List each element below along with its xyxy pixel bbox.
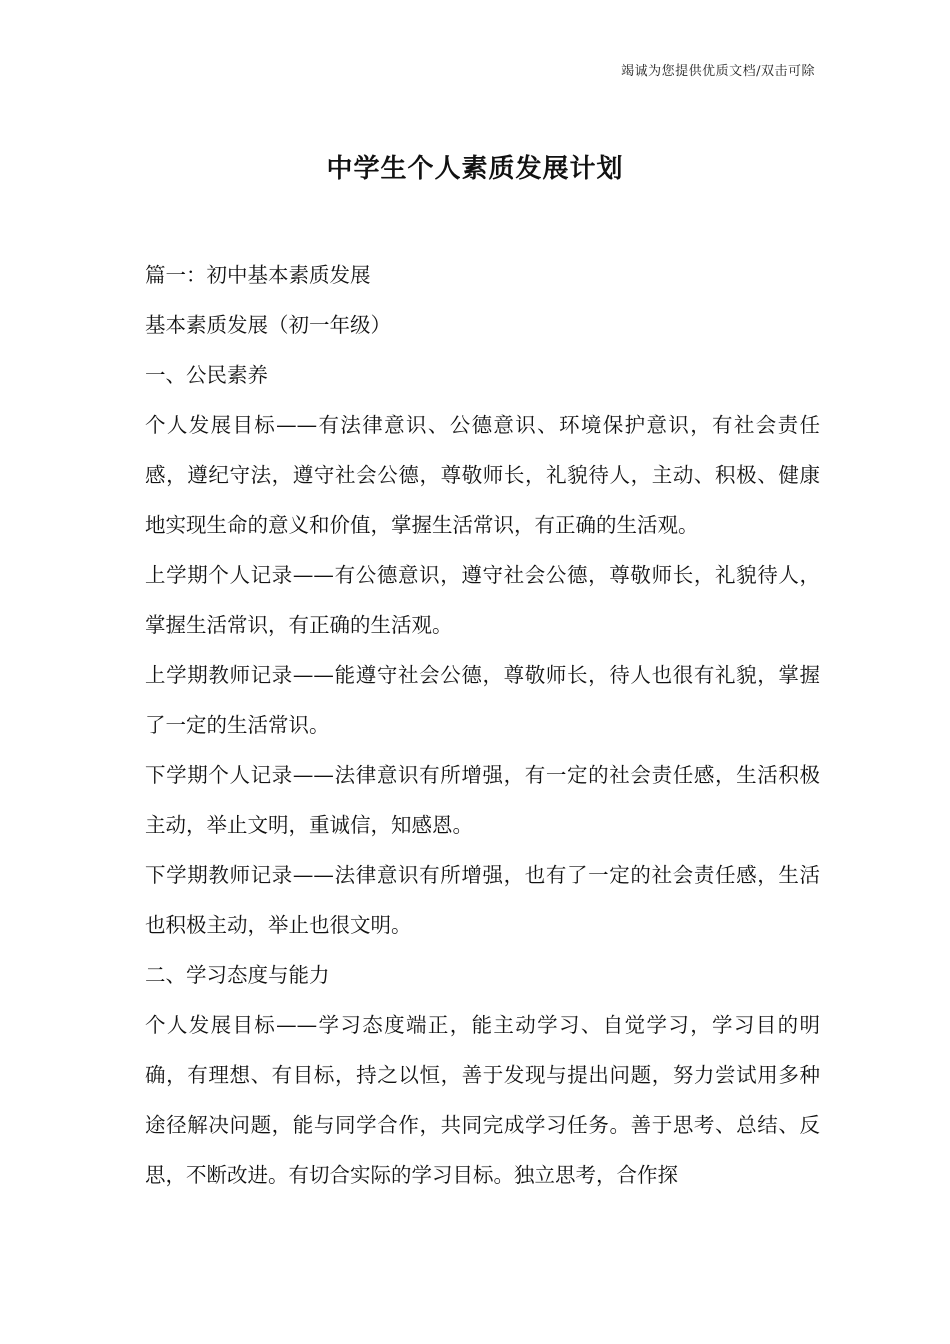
body-paragraph: 上学期教师记录——能遵守社会公德，尊敬师长，待人也很有礼貌，掌握了一定的生活常识。 bbox=[145, 663, 820, 737]
item-heading: 二、学习态度与能力 bbox=[145, 963, 330, 987]
body-paragraph: 下学期教师记录——法律意识有所增强，也有了一定的社会责任感，生活也积极主动，举止也很文明。 bbox=[145, 863, 820, 937]
body-paragraph: 下学期个人记录——法律意识有所增强，有一定的社会责任感，生活积极主动，举止文明，重诚信，知感恩。 bbox=[145, 763, 820, 837]
item-heading: 一、公民素养 bbox=[145, 363, 268, 387]
document-title: 中学生个人素质发展计划 bbox=[326, 154, 624, 184]
body-paragraph: 个人发展目标——学习态度端正，能主动学习、自觉学习，学习目的明确，有理想、有目标，持之以恒，善于发现与提出问题，努力尝试用多种途径解决问题，能与同学合作，共同完成学习任务。善于思考、总结、反思，不断改进。有切合实际的学习目标。独立思考，合作探 bbox=[145, 1013, 820, 1187]
document-body bbox=[145, 250, 820, 1200]
body-paragraph: 个人发展目标——有法律意识、公德意识、环境保护意识，有社会责任感，遵纪守法，遵守社会公德，尊敬师长，礼貌待人，主动、积极、健康地实现生命的意义和价值，掌握生活常识，有正确的生活观。 bbox=[145, 413, 820, 537]
header-note: 竭诚为您提供优质文档/双击可除 bbox=[621, 64, 815, 79]
body-paragraph: 上学期个人记录——有公德意识，遵守社会公德，尊敬师长，礼貌待人，掌握生活常识，有正确的生活观。 bbox=[145, 563, 820, 637]
section-heading: 篇一：初中基本素质发展 bbox=[145, 263, 371, 287]
subsection-heading: 基本素质发展（初一年级） bbox=[145, 313, 391, 337]
